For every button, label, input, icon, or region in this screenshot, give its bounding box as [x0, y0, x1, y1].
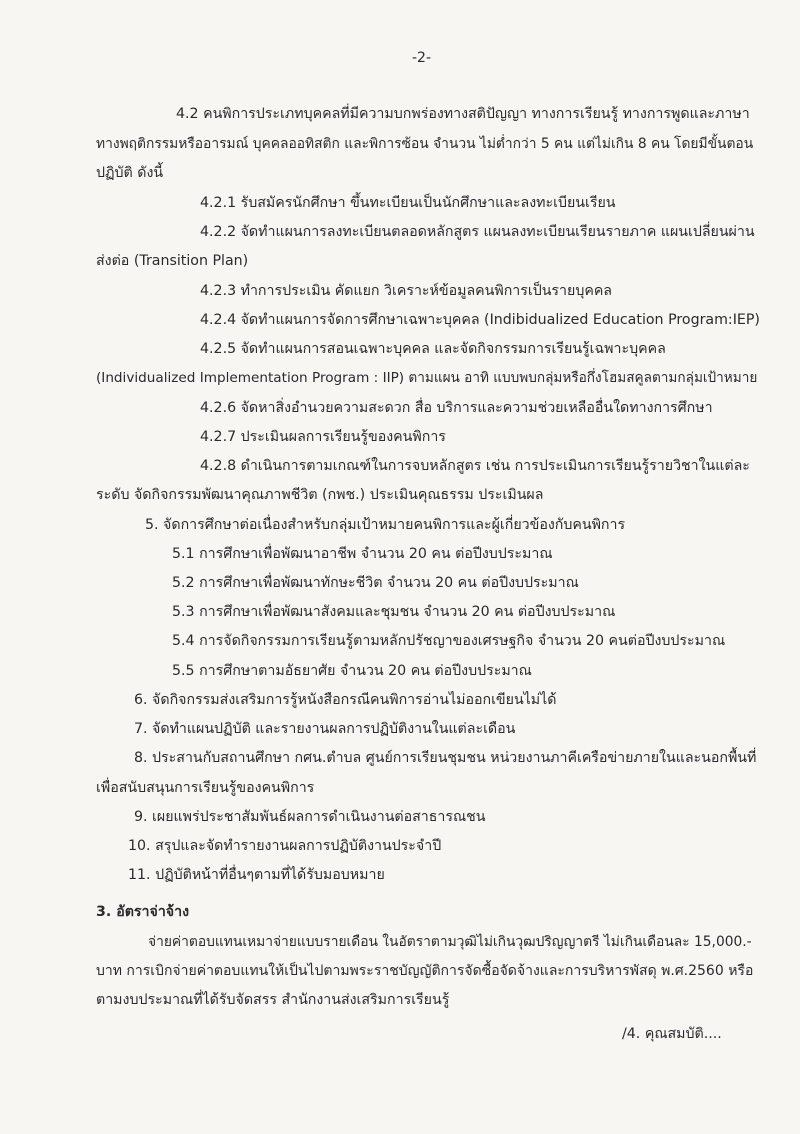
- list-item: 11. ปฏิบัติหน้าที่อื่นๆตามที่ได้รับมอบหมาย: [128, 867, 385, 883]
- list-item: 5. จัดการศึกษาต่อเนื่องสำหรับกลุ่มเป้าหมายคนพิการและผู้เกี่ยวข้องกับคนพิการ: [145, 517, 626, 533]
- list-item: 4.2.3 ทำการประเมิน คัดแยก วิเคราะห์ข้อมูลคนพิการเป็นรายบุคคล: [200, 283, 613, 299]
- paragraph-line: (Individualized Implementation Program : IIP) ตามแผน อาทิ แบบพบกลุ่มหรือกึ่งโฮมสคูลตามกลุ่มเป้าหมาย: [96, 370, 758, 386]
- paragraph-line: ระดับ จัดกิจกรรมพัฒนาคุณภาพชีวิต (กพช.) ประเมินคุณธรรม ประเมินผล: [96, 487, 544, 503]
- list-item: 4.2.5 จัดทำแผนการสอนเฉพาะบุคคล และจัดกิจกรรมการเรียนรู้เฉพาะบุคคล: [200, 341, 666, 357]
- paragraph-line: จ่ายค่าตอบแทนเหมาจ่ายแบบรายเดือน ในอัตราตามวุฒิไม่เกินวุฒปริญญาตรี ไม่เกินเดือนละ 15,000.-: [148, 934, 752, 950]
- list-item: 5.4 การจัดกิจกรรมการเรียนรู้ตามหลักปรัชญาของเศรษฐกิจ จำนวน 20 คนต่อปีงบประมาณ: [172, 633, 726, 649]
- list-item: 4.2.8 ดำเนินการตามเกณฑ์ในการจบหลักสูตร เช่น การประเมินการเรียนรู้รายวิชาในแต่ละ: [200, 458, 750, 474]
- list-item: 5.5 การศึกษาตามอัธยาศัย จำนวน 20 คน ต่อปีงบประมาณ: [172, 663, 532, 679]
- list-item: 4.2.1 รับสมัครนักศึกษา ขึ้นทะเบียนเป็นนักศึกษาและลงทะเบียนเรียน: [200, 195, 616, 211]
- list-item: 5.1 การศึกษาเพื่อพัฒนาอาชีพ จำนวน 20 คน ต่อปีงบประมาณ: [172, 546, 553, 562]
- list-item: 7. จัดทำแผนปฏิบัติ และรายงานผลการปฏิบัติงานในแต่ละเดือน: [134, 721, 516, 737]
- page-number: -2-: [412, 50, 432, 66]
- section-heading: 3. อัตราจ่าจ้าง: [96, 904, 190, 920]
- list-item: 10. สรุปและจัดทำรายงานผลการปฏิบัติงานประจำปี: [128, 838, 442, 854]
- paragraph-line: บาท การเบิกจ่ายค่าตอบแทนให้เป็นไปตามพระราชบัญญัติการจัดซื้อจัดจ้างและการบริหารพัสดุ พ.ศ.2560 หรือ: [96, 963, 754, 979]
- paragraph-line: 4.2 คนพิการประเภทบุคคลที่มีความบกพร่องทางสติปัญญา ทางการเรียนรู้ ทางการพูดและภาษา: [176, 106, 750, 122]
- list-item: 4.2.2 จัดทำแผนการลงทะเบียนตลอดหลักสูตร แผนลงทะเบียนเรียนรายภาค แผนเปลี่ยนผ่าน: [200, 224, 755, 240]
- list-item: 5.3 การศึกษาเพื่อพัฒนาสังคมและชุมชน จำนวน 20 คน ต่อปีงบประมาณ: [172, 604, 616, 620]
- paragraph-line: ทางพฤติกรรมหรืออารมณ์ บุคคลออทิสติก และพิการซ้อน จำนวน ไม่ต่ำกว่า 5 คน แต่ไม่เกิน 8 คน โดยมีขั้นตอน: [96, 136, 754, 152]
- list-item: 4.2.7 ประเมินผลการเรียนรู้ของคนพิการ: [200, 429, 446, 445]
- list-item: 8. ประสานกับสถานศึกษา กศน.ตำบล ศูนย์การเรียนชุมชน หน่วยงานภาคีเครือข่ายภายในและนอกพื้นที่: [134, 750, 757, 766]
- list-item: 9. เผยแพร่ประชาสัมพันธ์ผลการดำเนินงานต่อสาธารณชน: [134, 809, 486, 825]
- paragraph-line: เพื่อสนับสนุนการเรียนรู้ของคนพิการ: [96, 780, 315, 796]
- list-item: 6. จัดกิจกรรมส่งเสริมการรู้หนังสือกรณีคนพิการอ่านไม่ออกเขียนไม่ได้: [134, 692, 557, 708]
- paragraph-line: ตามงบประมาณที่ได้รับจัดสรร สำนักงานส่งเสริมการเรียนรู้: [96, 992, 450, 1008]
- list-item: 4.2.4 จัดทำแผนการจัดการศึกษาเฉพาะบุคคล (Indibidualized Education Program:IEP): [200, 312, 760, 328]
- paragraph-line: ส่งต่อ (Transition Plan): [96, 253, 249, 269]
- list-item: 4.2.6 จัดหาสิ่งอำนวยความสะดวก สื่อ บริการและความช่วยเหลืออื่นใดทางการศึกษา: [200, 400, 713, 416]
- list-item: 5.2 การศึกษาเพื่อพัฒนาทักษะชีวิต จำนวน 20 คน ต่อปีงบประมาณ: [172, 575, 579, 591]
- continuation-note: /4. คุณสมบัติ....: [622, 1026, 722, 1042]
- paragraph-line: ปฏิบัติ ดังนี้: [96, 165, 164, 181]
